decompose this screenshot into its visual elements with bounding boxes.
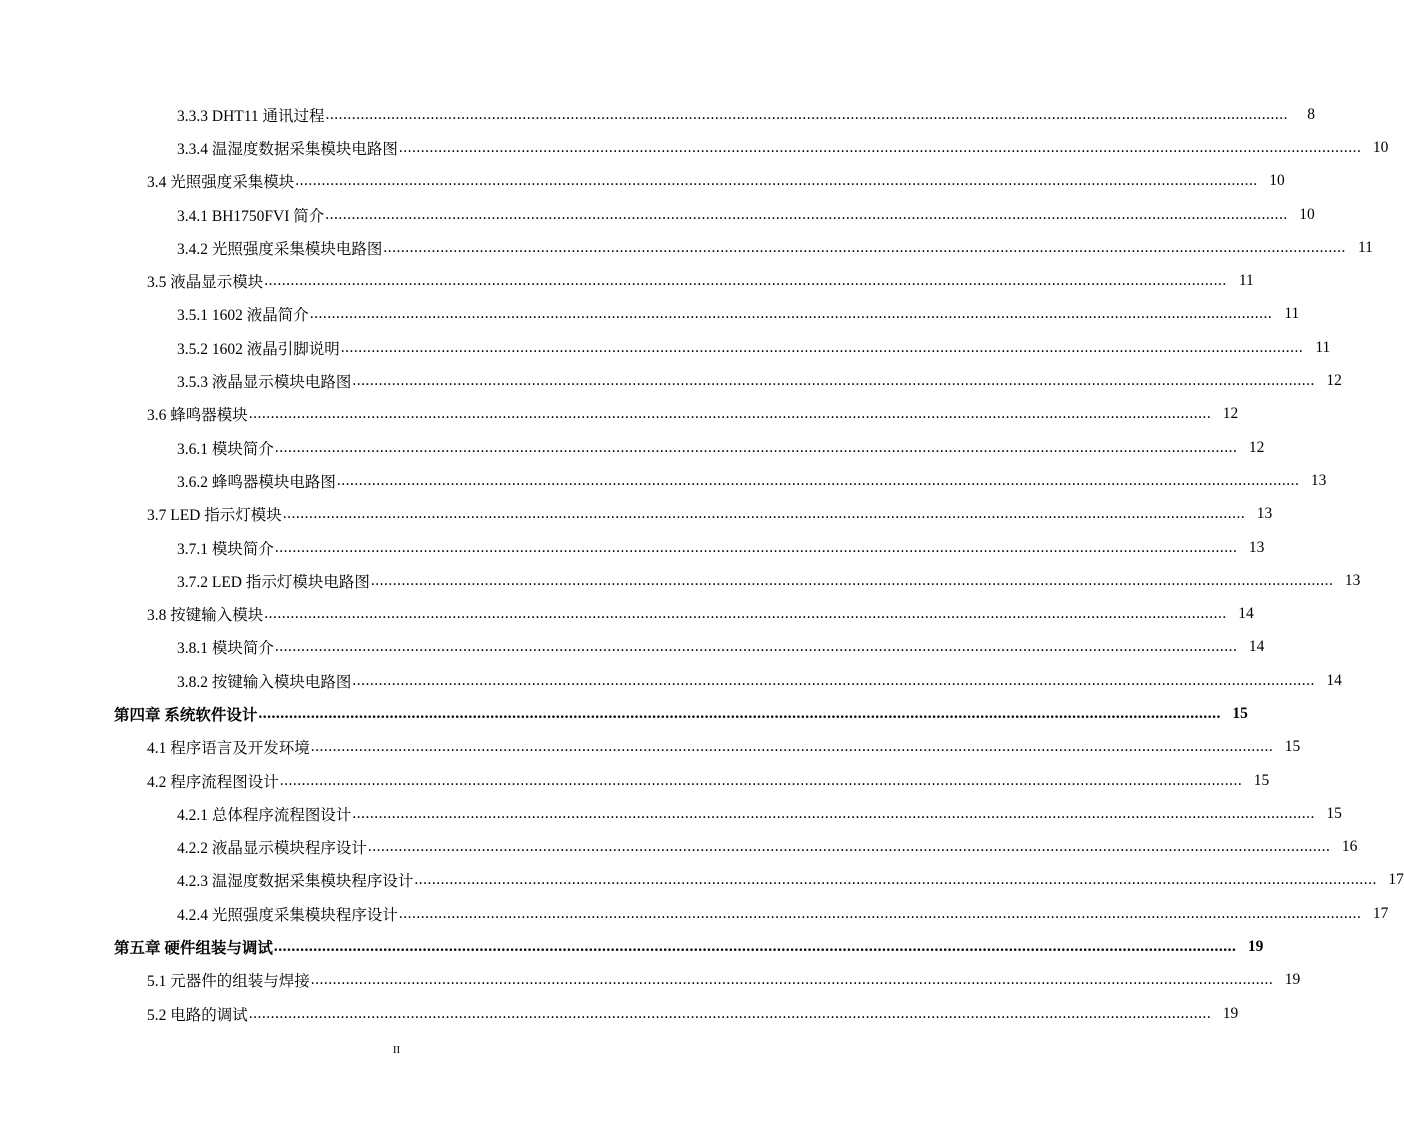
toc-entry[interactable] [0,398,1239,431]
toc-entry-title: 3.8 按键输入模块 [147,607,264,625]
toc-dot-leader: ............................................................................................................................................................................................................................ [340,338,1304,356]
toc-entry[interactable] [0,597,1254,630]
toc-entry-title: 5.1 元器件的组装与焊接 [147,973,310,991]
toc-entry-title: 3.6.1 模块简介 [177,440,274,458]
toc-entry-page: 15 [1284,738,1301,756]
toc-entry-title: 3.5.2 1602 液晶引脚说明 [177,340,340,358]
toc-entry-title: 3.7.1 模块简介 [177,540,274,558]
toc-dot-leader: ............................................................................................................................................................................................................................ [274,638,1238,656]
toc-dot-leader: ............................................................................................................................................................................................................................ [336,471,1300,489]
toc-entry[interactable] [0,731,1301,764]
toc-entry-title: 3.8.1 模块简介 [177,640,274,658]
toc-entry[interactable] [0,897,1389,930]
toc-entry-page: 12 [1222,405,1239,423]
toc-entry-title: 3.7 LED 指示灯模块 [147,507,282,525]
toc-entry-page: 19 [1247,938,1264,956]
toc-entry[interactable] [0,831,1358,864]
toc-entry-page: 12 [1248,438,1265,456]
toc-entry[interactable] [0,298,1300,331]
toc-entry-page: 14 [1326,671,1342,689]
toc-chapter-entry[interactable] [0,697,1248,730]
toc-dot-leader: ............................................................................................................................................................................................................................ [273,938,1237,956]
toc-dot-leader: ............................................................................................................................................................................................................................ [325,105,1289,123]
toc-entry-page: 13 [1248,538,1265,556]
toc-entry-title: 3.4.1 BH1750FVI 简介 [177,207,325,225]
toc-entry-page: 15 [1232,704,1248,722]
toc-entry[interactable] [0,131,1389,164]
toc-entry[interactable] [0,531,1265,564]
toc-entry[interactable] [0,997,1239,1030]
toc-dot-leader: ............................................................................................................................................................................................................................ [398,904,1362,922]
page-number: II [392,1044,401,1056]
toc-entry-title: 3.4 光照强度采集模块 [147,174,295,192]
toc-entry-page: 10 [1269,172,1285,190]
toc-entry-page: 11 [1284,305,1300,323]
toc-entry-title: 5.2 电路的调试 [147,1006,248,1024]
toc-entry[interactable] [0,764,1270,797]
toc-entry-page: 11 [1357,238,1373,256]
toc-entry-title: 3.5.1 1602 液晶简介 [177,307,309,325]
toc-dot-leader: ............................................................................................................................................................................................................................ [295,172,1258,190]
toc-dot-leader: ............................................................................................................................................................................................................................ [414,871,1377,889]
toc-entry-title: 4.1 程序语言及开发环境 [147,740,310,758]
toc-entry[interactable] [0,464,1327,497]
toc-entry-page: 14 [1238,605,1254,623]
toc-entry[interactable] [0,198,1315,231]
toc-entry-page: 11 [1315,338,1331,356]
toc-entry-title: 第五章 硬件组装与调试 [114,940,273,958]
toc-entry-page: 10 [1372,138,1389,156]
toc-entry-title: 3.5 液晶显示模块 [147,274,264,292]
toc-entry-title: 第四章 系统软件设计 [114,706,258,724]
toc-dot-leader: ............................................................................................................................................................................................................................ [352,372,1315,390]
toc-dot-leader: ............................................................................................................................................................................................................................ [367,838,1331,856]
toc-dot-leader: ............................................................................................................................................................................................................................ [258,704,1221,722]
toc-dot-leader: ............................................................................................................................................................................................................................ [383,238,1346,256]
toc-entry[interactable] [0,264,1254,297]
toc-entry-title: 4.2.4 光照强度采集模块程序设计 [177,906,398,924]
toc-entry-page: 15 [1253,771,1270,789]
toc-dot-leader: ............................................................................................................................................................................................................................ [352,804,1315,822]
toc-dot-leader: ............................................................................................................................................................................................................................ [274,438,1238,456]
toc-entry-title: 4.2.1 总体程序流程图设计 [177,806,352,824]
toc-entry-page: 12 [1326,372,1342,390]
toc-entry-page: 13 [1256,505,1273,523]
toc-entry-page: 10 [1299,205,1315,223]
toc-dot-leader: ............................................................................................................................................................................................................................ [264,605,1227,623]
toc-entry-title: 4.2.3 温湿度数据采集模块程序设计 [177,873,414,891]
toc-dot-leader: ............................................................................................................................................................................................................................ [248,405,1212,423]
toc-entry-page: 13 [1344,571,1361,589]
toc-dot-leader: ............................................................................................................................................................................................................................ [310,971,1274,989]
toc-entry-page: 14 [1248,638,1265,656]
toc-entry-page: 17 [1372,904,1389,922]
toc-entry-title: 4.2 程序流程图设计 [147,773,279,791]
toc-entry-page: 11 [1238,272,1254,290]
toc-entry[interactable] [0,797,1342,830]
toc-dot-leader: ............................................................................................................................................................................................................................ [398,138,1362,156]
toc-entry[interactable] [0,231,1373,264]
toc-entry-title: 3.4.2 光照强度采集模块电路图 [177,240,383,258]
toc-entry-page: 15 [1326,804,1342,822]
toc-entry[interactable] [0,964,1301,997]
toc-entry-title: 3.5.3 液晶显示模块电路图 [177,374,352,392]
toc-entry[interactable] [0,98,1316,131]
toc-entry-page: 17 [1388,871,1404,889]
toc-entry-page: 19 [1284,971,1301,989]
toc-entry[interactable] [0,864,1404,897]
toc-entry[interactable] [0,498,1273,531]
toc-dot-leader: ............................................................................................................................................................................................................................ [370,571,1334,589]
toc-entry-title: 3.6.2 蜂鸣器模块电路图 [177,473,336,491]
toc-dot-leader: ............................................................................................................................................................................................................................ [282,505,1246,523]
toc-entry-title: 3.3.4 温湿度数据采集模块电路图 [177,140,398,158]
toc-entry-title: 3.6 蜂鸣器模块 [147,407,248,425]
table-of-contents [0,98,1404,1030]
toc-entry[interactable] [0,331,1331,364]
toc-entry-title: 3.7.2 LED 指示灯模块电路图 [177,573,370,591]
toc-chapter-entry[interactable] [0,930,1264,963]
toc-entry-page: 13 [1310,471,1327,489]
toc-dot-leader: ............................................................................................................................................................................................................................ [274,538,1238,556]
toc-entry[interactable] [0,431,1265,464]
toc-dot-leader: ............................................................................................................................................................................................................................ [309,305,1273,323]
toc-entry[interactable] [0,631,1265,664]
toc-entry[interactable] [0,664,1342,697]
toc-entry-page: 19 [1222,1004,1239,1022]
toc-dot-leader: ............................................................................................................................................................................................................................ [279,771,1243,789]
toc-entry[interactable] [0,165,1285,198]
toc-entry-title: 3.8.2 按键输入模块电路图 [177,673,352,691]
toc-dot-leader: ............................................................................................................................................................................................................................ [248,1004,1212,1022]
toc-dot-leader: ............................................................................................................................................................................................................................ [325,205,1288,223]
toc-entry[interactable] [0,364,1342,397]
toc-entry-title: 3.3.3 DHT11 通讯过程 [177,107,325,125]
toc-dot-leader: ............................................................................................................................................................................................................................ [310,738,1274,756]
toc-dot-leader: ............................................................................................................................................................................................................................ [352,671,1315,689]
toc-entry-page: 8 [1307,105,1316,123]
toc-entry[interactable] [0,564,1361,597]
toc-dot-leader: ............................................................................................................................................................................................................................ [264,272,1227,290]
toc-entry-page: 16 [1341,838,1358,856]
toc-entry-title: 4.2.2 液晶显示模块程序设计 [177,840,367,858]
